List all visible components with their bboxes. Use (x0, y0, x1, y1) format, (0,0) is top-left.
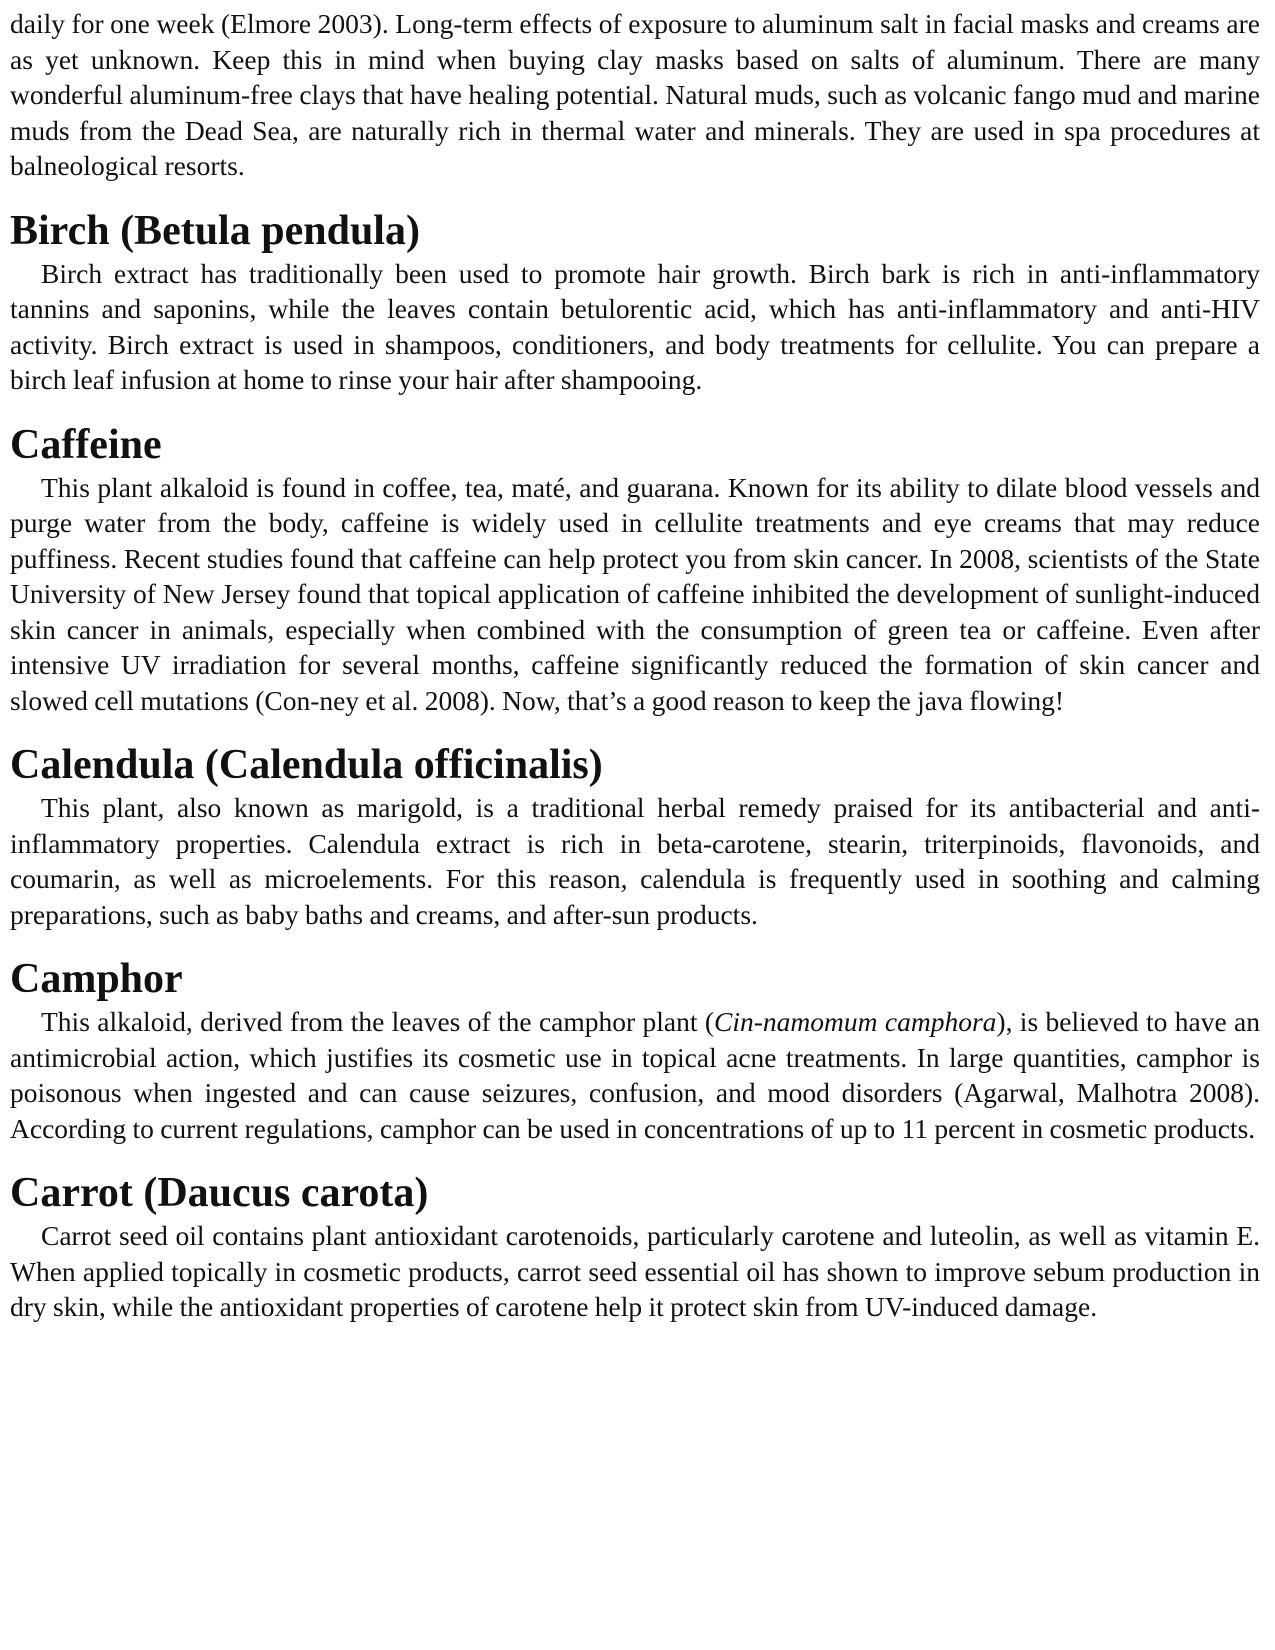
section-body-caffeine: This plant alkaloid is found in coffee, tea, maté, and guarana. Known for its ability to dilate blood vessels and purge water from the body, caffeine is widely used in cellulite treatments and eye creams that may reduce puffiness. Recent studies found that caffeine can help protect you from skin cancer. In 2008, scientists of the State University of New Jersey found that topical application of caffeine inhibited the development of sunlight-induced skin cancer in animals, especially when combined with the consumption of green tea or caffeine. Even after intensive UV irradiation for several months, caffeine significantly reduced the formation of skin cancer and slowed cell mutations (Con-ney et al. 2008). Now, that’s a good reason to keep the java flowing! (10, 471, 1260, 716)
document-page (10, 6, 1260, 1325)
section-gap (10, 718, 1260, 740)
section-gap (10, 932, 1260, 954)
intro-paragraph: daily for one week (Elmore 2003). Long-term effects of exposure to aluminum salt in facial masks and creams are as yet unknown. Keep this in mind when buying clay masks based on salts of aluminum. There are many wonderful aluminum-free clays that have healing potential. Natural muds, such as volcanic fango mud and marine muds from the Dead Sea, are naturally rich in thermal water and minerals. They are used in spa procedures at balneological resorts. (10, 8, 1260, 181)
section-heading-calendula: Calendula (Calendula officinalis) (10, 742, 603, 788)
section-heading-birch: Birch (Betula pendula) (10, 207, 420, 254)
section-gap (10, 184, 1260, 206)
section-gap (10, 1146, 1260, 1168)
section-body-carrot: Carrot seed oil contains plant antioxidant carotenoids, particularly carotene and luteolin, as well as vitamin E. When applied topically in cosmetic products, carrot seed essential oil has shown to improve sebum production in dry skin, while the antioxidant properties of carotene help it protect skin from UV-induced damage. (10, 1220, 1260, 1322)
camphor-species-name: Cin-namomum camphora (714, 1006, 997, 1037)
section-body-calendula: This plant, also known as marigold, is a traditional herbal remedy praised for its antibacterial and anti-inflammatory properties. Calendula extract is rich in beta-carotene, stearin, triterpinoids, flavonoids, and coumarin, as well as microelements. For this reason, calendula is frequently used in soothing and calming preparations, such as baby baths and creams, and after-sun products. (10, 792, 1260, 930)
section-body-birch: Birch extract has traditionally been used to promote hair growth. Birch bark is rich in anti-inflammatory tannins and saponins, while the leaves contain betulorentic acid, which has anti-inflammatory and anti-HIV activity. Birch extract is used in shampoos, conditioners, and body treatments for cellulite. You can prepare a birch leaf infusion at home to rinse your hair after shampooing. (10, 257, 1260, 395)
section-heading-carrot: Carrot (Daucus carota) (10, 1170, 429, 1216)
section-heading-caffeine: Caffeine (10, 421, 162, 468)
section-body-camphor (10, 1004, 1260, 1146)
camphor-body-start: This alkaloid, derived from the leaves of the camphor plant ( (41, 1006, 715, 1037)
camphor-body-end: ), is believed to have an antimicrobial action, which justifies its cosmetic use in topical acne treatments. In large quantities, camphor is poisonous when ingested and can cause seizures, confusion, and mood disorders (Agarwal, Malhotra 2008). According to current regulations, camphor can be used in concentrations of up to 11 percent in cosmetic products. (10, 1006, 1260, 1144)
section-gap (10, 398, 1260, 420)
section-heading-camphor: Camphor (10, 956, 183, 1002)
